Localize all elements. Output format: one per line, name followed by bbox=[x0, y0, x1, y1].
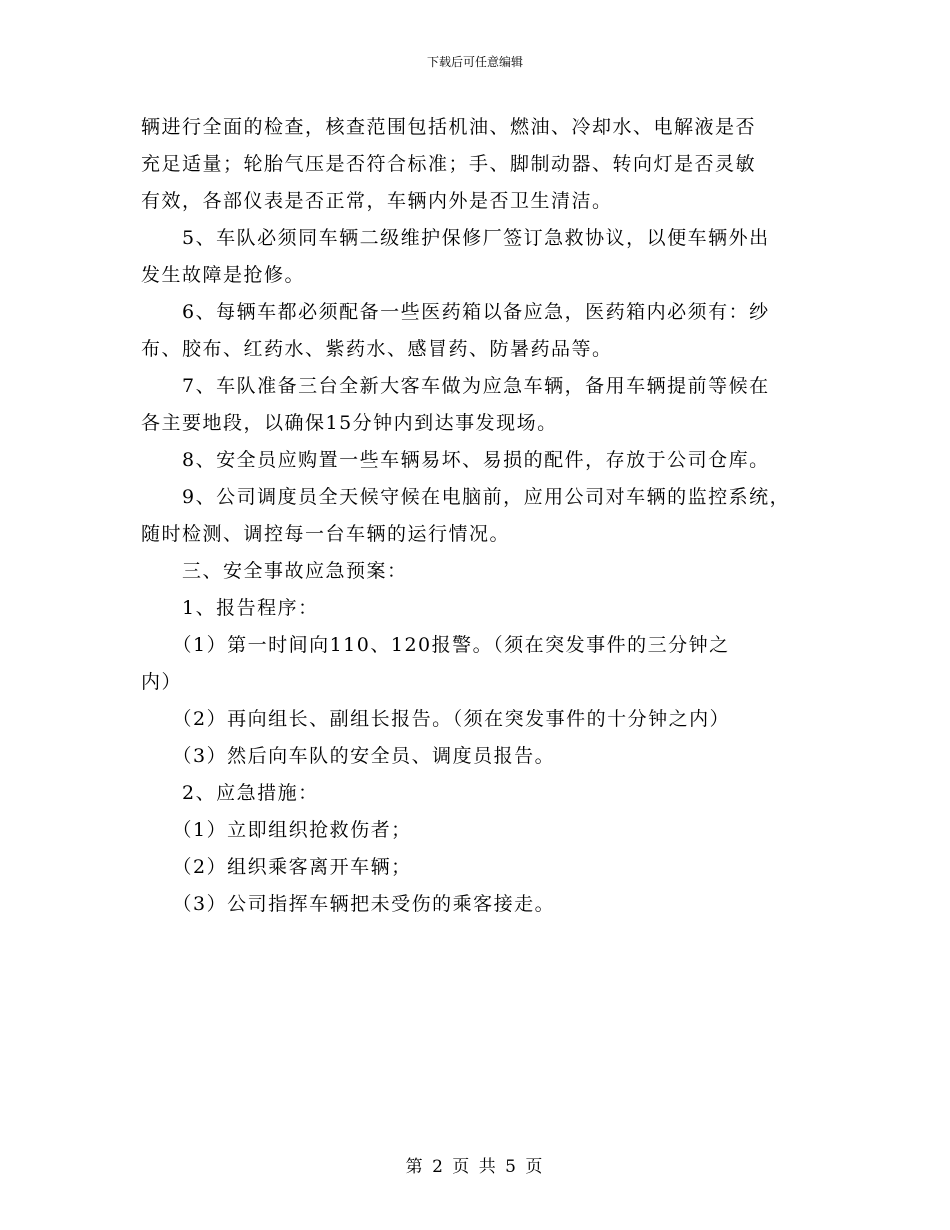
page-footer: 第 2 页 共 5 页 bbox=[405, 1157, 545, 1177]
text-line: 8、安全员应购置一些车辆易坏、易损的配件，存放于公司仓库。 bbox=[141, 449, 770, 471]
text-line: 内） bbox=[141, 671, 183, 693]
text-line: （3）公司指挥车辆把未受伤的乘客接走。 bbox=[141, 893, 556, 915]
subsection-heading: 1、报告程序： bbox=[141, 597, 319, 619]
text-line: 随时检测、调控每一台车辆的运行情况。 bbox=[141, 523, 511, 545]
page-header: 下载后可任意编辑 bbox=[426, 55, 523, 69]
text-line: 有效，各部仪表是否正常，车辆内外是否卫生清洁。 bbox=[141, 190, 613, 212]
text-line: 7、车队准备三台全新大客车做为应急车辆，备用车辆提前等候在 bbox=[141, 375, 770, 397]
subsection-heading: 2、应急措施： bbox=[141, 782, 319, 804]
text-line: （1）第一时间向110、120报警。（须在突发事件的三分钟之 bbox=[141, 634, 730, 656]
text-line: （3）然后向车队的安全员、调度员报告。 bbox=[141, 745, 556, 767]
text-line: （1）立即组织抢救伤者； bbox=[141, 819, 412, 841]
text-line: 5、车队必须同车辆二级维护保修厂签订急救协议，以便车辆外出 bbox=[141, 227, 770, 249]
text-line: 布、胶布、红药水、紫药水、感冒药、防暑药品等。 bbox=[141, 338, 613, 360]
text-line: （2）再向组长、副组长报告。（须在突发事件的十分钟之内） bbox=[141, 708, 731, 730]
text-line: 各主要地段，以确保15分钟内到达事发现场。 bbox=[141, 412, 558, 434]
text-line: （2）组织乘客离开车辆； bbox=[141, 856, 412, 878]
text-line: 9、公司调度员全天候守候在电脑前，应用公司对车辆的监控系统， bbox=[141, 486, 791, 508]
text-line: 6、每辆车都必须配备一些医药箱以备应急，医药箱内必须有：纱 bbox=[141, 301, 770, 323]
text-line: 辆进行全面的检查，核查范围包括机油、燃油、冷却水、电解液是否 bbox=[141, 116, 757, 138]
text-line: 充足适量；轮胎气压是否符合标准；手、脚制动器、转向灯是否灵敏 bbox=[141, 153, 757, 175]
section-heading: 三、安全事故应急预案： bbox=[141, 560, 408, 582]
text-line: 发生故障是抢修。 bbox=[141, 264, 306, 286]
